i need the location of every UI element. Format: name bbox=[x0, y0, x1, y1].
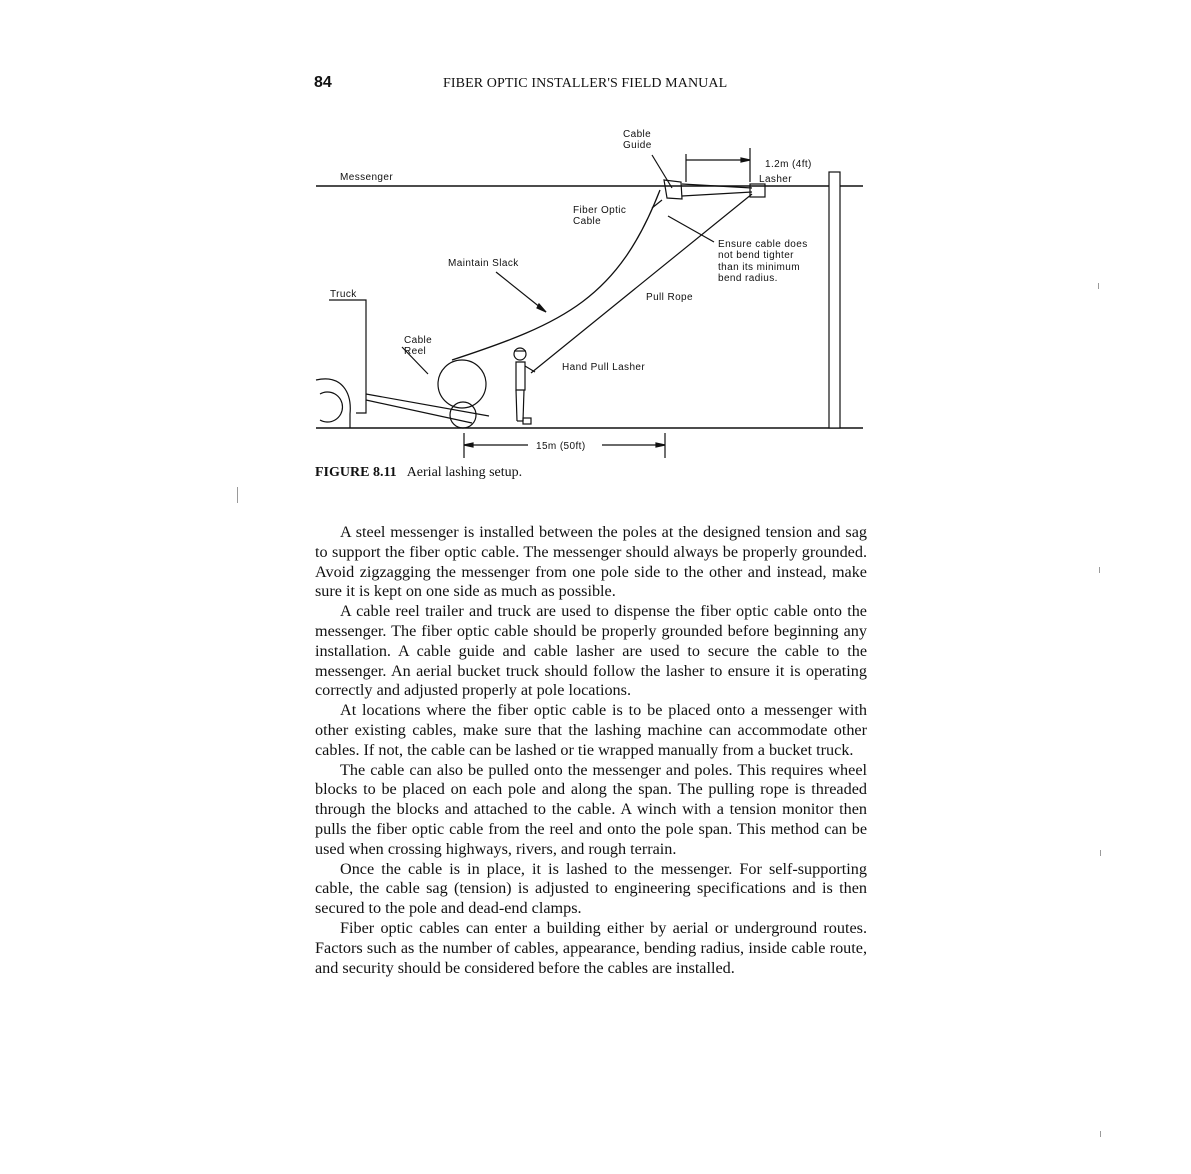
label-maintain-slack: Maintain Slack bbox=[448, 258, 519, 269]
paragraph: A cable reel trailer and truck are used to dispense the fiber optic cable onto the messenger. The fiber optic cable should be properly grounded before beginning any installation. A cable guide and cable lasher are used to secure the cable to the messenger. An aerial bucket truck should follow the lasher to ensure it is operating correctly and adjusted properly at pole locations. bbox=[315, 602, 867, 700]
paragraph: A steel messenger is installed between the poles at the designed tension and sag to support the fiber optic cable. The messenger should always be properly grounded. Avoid zigzagging the messenger from one pole side to the other and instead, make sure it is kept on one side as much as possible. bbox=[315, 523, 867, 601]
label-cable-reel-1: Cable bbox=[404, 335, 433, 346]
running-header: FIBER OPTIC INSTALLER'S FIELD MANUAL bbox=[443, 76, 728, 91]
truck-wheel bbox=[320, 392, 342, 422]
cable-guide bbox=[664, 180, 682, 199]
label-cable-reel-2: Reel bbox=[404, 346, 427, 357]
scan-speck bbox=[1100, 1131, 1101, 1137]
label-bend-note-4: bend radius. bbox=[718, 273, 778, 284]
label-bend-note-1: Ensure cable does bbox=[718, 239, 808, 250]
label-hand-pull-lasher: Hand Pull Lasher bbox=[562, 362, 646, 373]
reel-trailer-wheel bbox=[450, 402, 476, 428]
scan-speck bbox=[1098, 283, 1099, 289]
label-bend-note-3: than its minimum bbox=[718, 262, 800, 273]
page-number: 84 bbox=[314, 74, 332, 91]
utility-pole bbox=[829, 172, 840, 428]
label-fiber-optic-cable-1: Fiber Optic bbox=[573, 205, 627, 216]
paragraph: At locations where the fiber optic cable is to be placed onto a messenger with other existing cables, make sure that the lashing machine can accommodate other cables. If not, the cable can be lashed or tie wrapped manually from a bucket truck. bbox=[315, 701, 867, 759]
label-bend-note-2: not bend tighter bbox=[718, 250, 794, 261]
paragraph: Fiber optic cables can enter a building either by aerial or underground routes. Factors such as the number of cables, appearance, bending radius, inside cable route, and security should be considered before the cables are installed. bbox=[315, 918, 867, 977]
paragraph: Once the cable is in place, it is lashed to the messenger. For self-supporting cable, the cable sag (tension) is adjusted to engineering specifications and is then secured to the pole and dead-end clamps. bbox=[315, 859, 867, 918]
scan-speck bbox=[1099, 567, 1100, 573]
label-messenger: Messenger bbox=[340, 172, 394, 183]
aerial-lashing-figure bbox=[300, 118, 880, 468]
fiber-cable-line bbox=[452, 190, 660, 360]
label-truck: Truck bbox=[330, 289, 357, 300]
figure-caption-number: FIGURE 8.11 bbox=[315, 465, 397, 480]
label-lasher-distance: 1.2m (4ft) bbox=[765, 159, 812, 170]
figure-caption-text: Aerial lashing setup. bbox=[406, 465, 523, 480]
body-text bbox=[315, 523, 867, 978]
label-pull-rope: Pull Rope bbox=[646, 292, 693, 303]
paragraph: The cable can also be pulled onto the messenger and poles. This requires wheel blocks to be placed on each pole and along the span. The pulling rope is threaded through the blocks and attached to the cable. A winch with a tension monitor then pulls the fiber optic cable from the reel and onto the pole span. This method can be used when crossing highways, rivers, and rough terrain. bbox=[315, 760, 867, 858]
label-span-distance: 15m (50ft) bbox=[536, 441, 586, 452]
label-lasher: Lasher bbox=[759, 174, 792, 185]
truck-body bbox=[329, 300, 366, 413]
label-cable-guide-2: Guide bbox=[623, 140, 652, 151]
figure-caption bbox=[315, 465, 522, 481]
label-fiber-optic-cable-2: Cable bbox=[573, 216, 602, 227]
cable-reel bbox=[438, 360, 486, 408]
scan-speck bbox=[1100, 850, 1101, 856]
worker-figure bbox=[514, 348, 535, 424]
scan-speck bbox=[237, 487, 238, 503]
label-cable-guide-1: Cable bbox=[623, 129, 652, 140]
